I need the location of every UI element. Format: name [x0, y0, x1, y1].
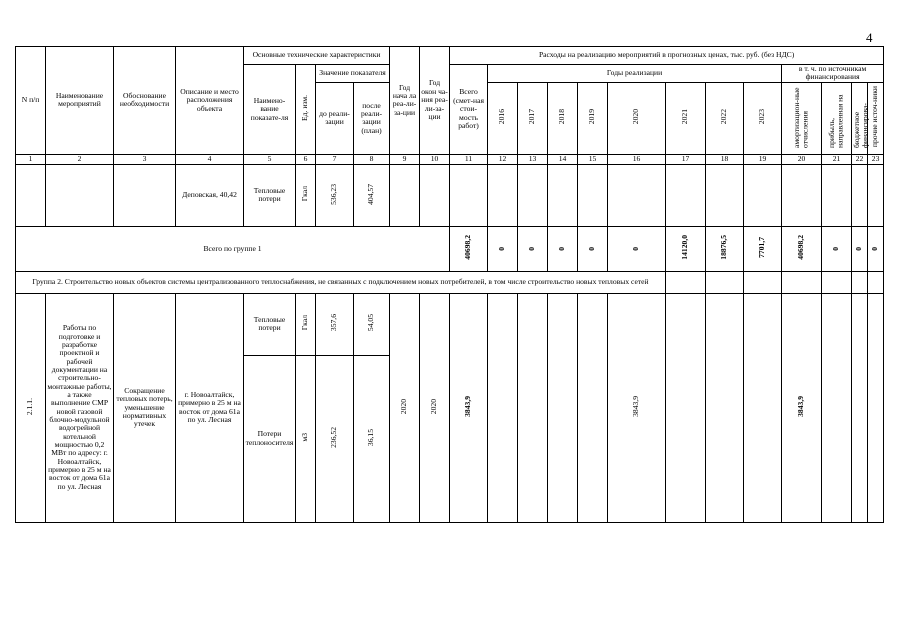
group-total-2017: 0 [518, 226, 548, 271]
hdr-year-2017: 2017 [518, 82, 548, 154]
col-num: 1 [16, 154, 46, 164]
group-total-src-amort: 40698,2 [782, 226, 822, 271]
col-num: 3 [114, 154, 176, 164]
col-num: 12 [488, 154, 518, 164]
hdr-desc: Описание и место расположения объекта [176, 47, 244, 155]
group-total-sum: 40698,2 [450, 226, 488, 271]
hdr-year-2020: 2020 [608, 82, 666, 154]
group-total-src-budget: 0 [852, 226, 868, 271]
hdr-year-2021: 2021 [666, 82, 706, 154]
row-a-ind-name: Тепловые потери [244, 164, 296, 226]
hdr-year-end: Год окон ча-ния реа-ли-за-ции [420, 47, 450, 155]
row-a-before: 536,23 [316, 164, 354, 226]
row-a-desc: Деповская, 40,42 [176, 164, 244, 226]
row-211-year-end: 2020 [420, 293, 450, 522]
column-numbers-row [16, 154, 884, 164]
group2-title: Группа 2. Строительство новых объектов системы централизованного теплоснабжения, не связанных с подключением новых потребителей, в том числе строительство новых тепловых сетей [16, 271, 666, 293]
row-a-unit: Гкал [296, 164, 316, 226]
hdr-num: N п/п [16, 47, 46, 155]
col-num: 2 [46, 154, 114, 164]
row-211-num: 2.1.1. [16, 293, 46, 522]
row-211-total: 3843,9 [450, 293, 488, 522]
hdr-ind-name: Наимено-вание показате-ля [244, 65, 296, 155]
group-total-2023: 7701,7 [744, 226, 782, 271]
hdr-year-2023: 2023 [744, 82, 782, 154]
col-num: 10 [420, 154, 450, 164]
group-total-2022: 18876,5 [706, 226, 744, 271]
hdr-src-amort: амортизацион-ные отчисления [782, 82, 822, 154]
hdr-years-label: Годы реализации [488, 65, 782, 83]
col-num: 4 [176, 154, 244, 164]
group-total-row [16, 226, 884, 271]
group-total-2020: 0 [608, 226, 666, 271]
row-211-basis: Сокращение тепловых потерь, уменьшение нормативных утечек [114, 293, 176, 522]
row-211-src-amort: 3843,9 [782, 293, 822, 522]
hdr-before: до реали-зации [316, 82, 354, 154]
row-211-2020: 3843,9 [608, 293, 666, 522]
col-num: 19 [744, 154, 782, 164]
hdr-total: Всего (смет-ная стои-мость работ) [450, 65, 488, 155]
hdr-src-other: прочие источ-ники [868, 82, 884, 154]
group-total-2018: 0 [548, 226, 578, 271]
col-num: 11 [450, 154, 488, 164]
col-num: 23 [868, 154, 884, 164]
row-211-ind1-after: 54,05 [354, 293, 390, 355]
hdr-year-2016: 2016 [488, 82, 518, 154]
row-211-ind1-before: 357,6 [316, 293, 354, 355]
hdr-value: Значение показателя [316, 65, 390, 83]
hdr-src-profit: прибыль, направленная на [822, 82, 852, 154]
hdr-unit: Ед. изм. [296, 65, 316, 155]
col-num: 17 [666, 154, 706, 164]
hdr-year-2018: 2018 [548, 82, 578, 154]
group-total-label: Всего по группе 1 [16, 226, 450, 271]
row-211-ind2-name: Потери теплоносителя [244, 355, 296, 522]
row-211-ind2-before: 236,52 [316, 355, 354, 522]
table-row [16, 164, 884, 226]
col-num: 8 [354, 154, 390, 164]
col-num: 14 [548, 154, 578, 164]
col-num: 16 [608, 154, 666, 164]
col-num: 5 [244, 154, 296, 164]
hdr-name: Наименование мероприятий [46, 47, 114, 155]
col-num: 7 [316, 154, 354, 164]
group-total-2021: 14120,0 [666, 226, 706, 271]
col-num: 9 [390, 154, 420, 164]
row-211-name: Работы по подготовке и разработке проектной и рабочей документации на строительно-монтажные работы, а также выполнение СМР новой газовой блочно-модульной водогрейной котельной мощностью 0,2 МВт по адресу: г. Новоалтайск, примерно в 25 м на восток от дома 61а по ул. Лесная [46, 293, 114, 522]
page-number: 4 [866, 30, 873, 45]
hdr-year-2019: 2019 [578, 82, 608, 154]
col-num: 13 [518, 154, 548, 164]
col-num: 22 [852, 154, 868, 164]
row-211-desc: г. Новоалтайск, примерно в 25 м на восток от дома 61а по ул. Лесная [176, 293, 244, 522]
hdr-after: после реали-зации (план) [354, 82, 390, 154]
row-211-ind2-after: 36,15 [354, 355, 390, 522]
group-total-src-other: 0 [868, 226, 884, 271]
col-num: 18 [706, 154, 744, 164]
row-211-ind1-unit: Гкал [296, 293, 316, 355]
col-num: 6 [296, 154, 316, 164]
group-total-2016: 0 [488, 226, 518, 271]
hdr-sources: в т. ч. по источникам финансирования [782, 65, 884, 83]
group2-title-row [16, 271, 884, 293]
hdr-tech: Основные технические характеристики [244, 47, 390, 65]
investment-table [15, 46, 884, 523]
row-211-ind2-unit: м3 [296, 355, 316, 522]
hdr-year-2022: 2022 [706, 82, 744, 154]
row-211-year-start: 2020 [390, 293, 420, 522]
hdr-basis: Обоснование необходимости [114, 47, 176, 155]
table-row [16, 293, 884, 355]
group-total-src-profit: 0 [822, 226, 852, 271]
col-num: 20 [782, 154, 822, 164]
group-total-2019: 0 [578, 226, 608, 271]
col-num: 15 [578, 154, 608, 164]
col-num: 21 [822, 154, 852, 164]
row-a-after: 404,57 [354, 164, 390, 226]
hdr-year-start: Год нача ла реа-ли-за-ции [390, 47, 420, 155]
hdr-costs: Расходы на реализацию мероприятий в прогнозных ценах, тыс. руб. (без НДС) [450, 47, 884, 65]
row-211-ind1-name: Тепловые потери [244, 293, 296, 355]
hdr-src-budget: бюджетное финансирова- [852, 82, 868, 154]
